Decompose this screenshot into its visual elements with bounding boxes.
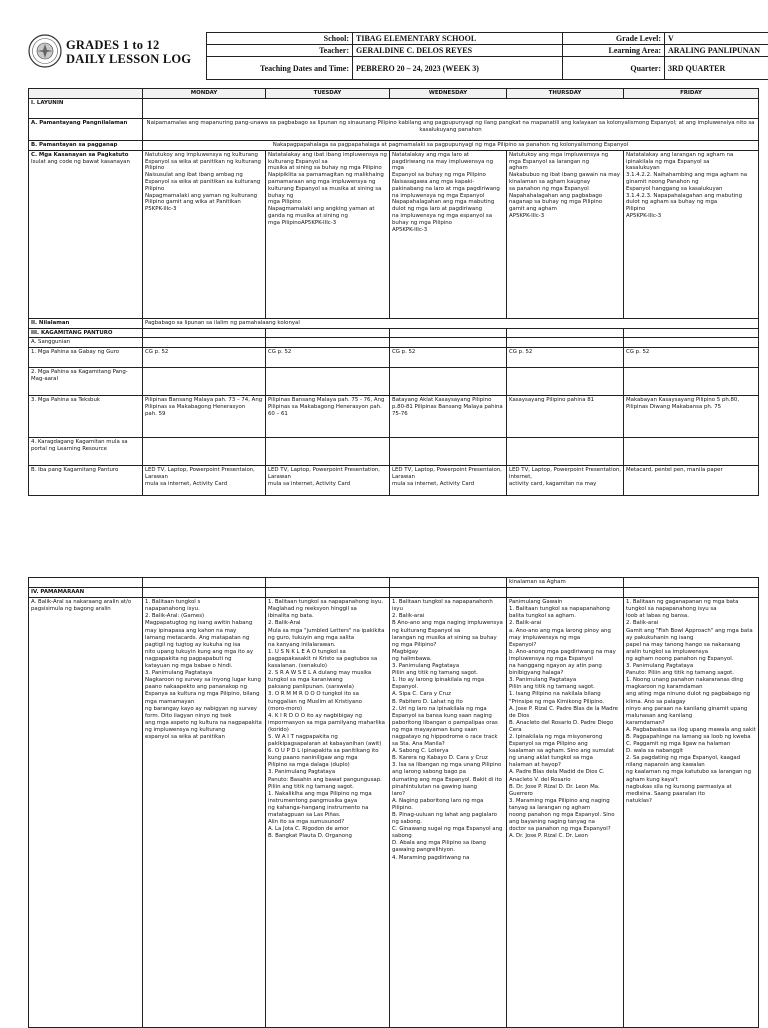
iba-monday: LED TV, Laptop, Powerpoint Presentaion, Larawan mula sa internet, Activity Card (143, 466, 266, 496)
gabay-monday: CG p. 52 (143, 348, 266, 368)
iba-thursday: LED TV, Laptop, Powerpoint Presentation, internet, activity card, kagamitan na may (507, 466, 624, 496)
iba-wednesday: LED TV, Laptop, Powerpoint Presentaion, Larawan mula sa internet, Activity Card (390, 466, 507, 496)
gabay-friday: CG p. 52 (624, 348, 759, 368)
school-label: School: (207, 33, 353, 45)
day-friday: FRIDAY (624, 89, 759, 99)
lesson-log-header (28, 32, 758, 80)
kasanayan-label: C. Mga Kasanayan sa Pagkatuto (31, 152, 140, 159)
pamantayang-value: Naipamamalas ang mapanuring pang-unawa sa pagbabago sa lipunan ng sinaunang Pilipino kabilang ang pagpupunyagi ng ilang pangkat na mapanatili ang kalayaan sa kolonyalismong Espanyol; at ang impluwensiya nito sa kasalukuyang panahon (143, 119, 759, 141)
gabay-label: 1. Mga Pahina sa Gabay ng Guro (29, 348, 143, 368)
iba-label: B. Iba pang Kagamitang Panturo (29, 466, 143, 496)
title-line-1: GRADES 1 to 12 (66, 38, 191, 52)
row-iba-pang-kagamitan (29, 466, 759, 496)
deped-seal-icon (28, 34, 62, 68)
quarter-value: 3RD QUARTER (665, 57, 768, 80)
row-teksbuk (29, 396, 759, 438)
kasanayan-wednesday: Natatalakay ang mga laro at pagdiriwang na may impluwensya ng mga Espanyol sa buhay ng mga Pilipino Naisasagawa ang mga kapaki-pakinabang na laro at mga pagdiriwang na impluwensya ng mga Espanyol Napapahalagahan ang mga mabuting dulot ng mga laro at pagdiriwang na impluwensya ng mga espanyol sa buhay ng mga Pilipino AP5KPK-IIIc-3 (390, 150, 507, 318)
title-line-2: DAILY LESSON LOG (66, 52, 191, 66)
lesson-table-page-1 (28, 88, 759, 496)
row-gabay-guro (29, 348, 759, 368)
row-kagamitang-mag-aaral (29, 368, 759, 396)
school-value: TIBAG ELEMENTARY SCHOOL (353, 33, 563, 45)
day-tuesday: TUESDAY (266, 89, 390, 99)
row-balik-aral (29, 598, 759, 1028)
nilalaman-label: II. Nilalaman (29, 318, 143, 328)
teksbuk-monday: Pilipinas Bansang Malaya pah. 73 – 74, Ang Pilipinas sa Makabagong Henerasyon pah. 59 (143, 396, 266, 438)
teksbuk-friday: Makabayan Kasaysayang Pilipino 5 ph.80, Pilipinas Diwang Makabansa ph. 75 (624, 396, 759, 438)
thursday-continuation: kinalaman sa Agham (507, 578, 624, 588)
balik-aral-label: A. Balik-Aral sa nakaraang aralin at/o pagsisimula ng bagong aralin (29, 598, 143, 1028)
gabay-wednesday: CG p. 52 (390, 348, 507, 368)
section-layunin (29, 99, 759, 119)
teacher-label: Teacher: (207, 45, 353, 57)
lesson-table-page-2 (28, 577, 759, 1028)
kasanayan-monday: Natutukoy ang impluwensya ng kulturang Espanyol sa wika at panitikan ng kulturang Pilipino Naisusulat ang ibat ibang ambag ng Espanyol sa wika at panitikan sa kulturang Pilipino Napagmamalaki ang yaman ng kulturang Pilipino gamit ang wika at Panitikan P5KPK-IIIc-3 (143, 150, 266, 318)
teksbuk-label: 3. Mga Pahina sa Teksbuk (29, 396, 143, 438)
row-sanggunian (29, 338, 759, 348)
teksbuk-wednesday: Batayang Aklat Kasaysayang Pilipino p.80-81 Pilipinas Bansang Malaya pahina 75-76 (390, 396, 507, 438)
teaching-dates-value: PEBRERO 20 – 24, 2023 (WEEK 3) (353, 57, 563, 80)
pagganap-label: B. Pamantayan sa pagganap (29, 141, 143, 151)
learning-area-value: ARALING PANLIPUNAN (665, 45, 768, 57)
iba-tuesday: LED TV, Laptop, Powerpoint Presentation, Larawan mula sa internet, Activity Card (266, 466, 390, 496)
quarter-label: Quarter: (563, 57, 665, 80)
kasanayan-thursday: Natutukoy ang mga impluwensya ng mga Espanyol sa larangan ng agham Nakabubuo ng ibat ibang gawain na may kinalaman sa agham kaugnay sa panahon ng mga Espanyol Napahahalagahan ang pagbabago naganap sa buhay ng mga Pilipino gamit ang agham AP5KPK-IIIc-3 (507, 150, 624, 318)
teksbuk-thursday: Kasaysayang Pilipino pahina 81 (507, 396, 624, 438)
day-header-row (29, 89, 759, 99)
section-pamamaraan-label: IV. PAMAMARAAN (29, 588, 143, 598)
teksbuk-tuesday: Pilipinas Bansang Malaya pah. 75 - 76, Ang Pilipinas sa Makabagong Henerasyon pah. 60 – 61 (266, 396, 390, 438)
balik-aral-tuesday: 1. Balitaan tungkol sa napapanahong isyu. Maglahad ng reeksyon hinggil sa ibinalita ng bata. 2. Balik-Arai Mula sa mga "jumbled Letters" na ipakikita ng guro, tukuyin ang mga salita na kanyang inilalarawan. 1. U S N K L E A O tungkol sa pagpapakasakit ni Kristo sa pagtubos sa kasalanan. (senakulo) 2. S R A W S E L A dulang may musika tungkol sa mga karaniwang paksang panlipunan. (sarswela) 3. O R M M R O O O tungkol ito sa tunggalian ng Muslim at Kristiyano (moro-moro) 4. K I R D O O ito ay nagbibigay ng impormasyon sa mga pamilyang maharlika (korido) 5. W A I T nagpapakita ng pakikipagsapalaran at kabayanihan (awit) 6. O U P D L ipinapakita sa panitikang ito kung paano naniniligaw ang mga Pilipino sa mga dalaga (duplo) 3. Panimulang Pagtataya Panuto: Basahin ang bawat pangungusap. Piliin ang titik ng tamang sagot. 1. Nakaliklha ang mga Pilipino ng mga instrumentong pangmusika gaya ng kahanga-hangang instrumento na matatagpuan sa Las Piñas. Alin ito sa mga sumusunod? A. La Jota C. Rigodon de amor B. Bangkat Plauta D. Organong (266, 598, 390, 1028)
row-pamantayang-pangnilalaman (29, 119, 759, 141)
gabay-tuesday: CG p. 52 (266, 348, 390, 368)
kasanayan-label-cell (29, 150, 143, 318)
teaching-dates-label: Teaching Dates and Time: (207, 57, 353, 80)
row-pamantayan-pagganap (29, 141, 759, 151)
balik-aral-wednesday: 1. Balitaan tungkol sa napapanahonh isyu 2. Balik-arai B Ano-ano ang mga naging impluwensya ng kulturang Espanyol sa larangan ng musika at sining sa buhay ng mga Pilipino? Magbigay ng halimbawa. 3. Panimulang Pagtataya Piliin ang titik ng tamang sagot. 1. Ito ay larong ipinakilala ng mga Espanyol. A. Sipa C. Cara y Cruz B. Pabitero D. Lahat ng ito 2. Uri ng laro na ipinakilala ng mga Espanyol sa bansa kung saan naging paborítong libangan o pampalipas oras ng mga mayayaman kung saan nagpatayo ng hippodrome o race track sa Sta. Ana Manila? A. Sabong C. Loterya B. Karera ng Kabayo D. Cara y Cruz 3. Isa sa libangan ng mga unang Pilipino ang larong sabong bago pa dumating ang mga Espanyol. Bakit di ito pinahintulutan na gawing isang laro? A. Naging paboritong laro ng mga Pilipino. B. Pinag-uuluan ng lahat ang paglalaro ng sabong. C. Ginawang sugal ng mga Espanyol ang sabong D. Abala ang mga Pilipino sa ibang gawaing pangrelihiyon. 4. Maraming pagdiriwang na (390, 598, 507, 1028)
section-pamamaraan (29, 588, 759, 598)
balik-aral-thursday: Panimulang Gawain 1. Balitaan tungkol sa napapanahong balita tungkol sa agham. 2. Balik-arai a. Ano-ano ang mga larong pinoy ang may impluwensya ng mga Espanyol? b. Ano-anong mga pagdiriwang na may impluwensya ng mga Espanyol na hanggang ngayon ay atin pang binibigyang halaga? 3. Panimulang Pagtataya Piliin ang titik ng tamang sagot. 1. Isang Pilipino na nakilala bilang "Prinsipe ng mga Kimikong Pilipino. A. Jose P. Rizal C. Padre Blas de la Madre de Dios B. Anacleto del Rosario D. Padre Diego Cera 2. Ipinakilala ng mga misyonerong Espanyol sa mga Pilipino ang kaalaman sa agham. Sino ang sumulat ng unang aklat tungkol sa mga halaman at hayop? A. Padre Blas dela Madid de Dios C. Anacleto V. del Rosario B. Dr. Jose P. Rizal D. Dr. Leon Ma. Guerrero 3. Maraming mga Pilipino ang naging tanyag sa larangan ng agham noong panahon ng mga Espanyol. Sino ang bayaning naging tanyag na doctor sa panahon ng mga Espanyol? A. Dr. Jose P. Rizal C. Dr. Leon (507, 598, 624, 1028)
lesson-log-title (66, 38, 191, 66)
teacher-value: GERALDINE C. DELOS REYES (353, 45, 563, 57)
row-karagdagang-kagamitan (29, 438, 759, 466)
kasanayan-friday: Natatalakay ang larangan ng agham na ipinakilala ng mga Espanyol sa kasalukuyan 3.1.4.2.2. Naihahambing ang mga agham na ginamit noong Panahon ng Espanyol hanggang sa kasalukuyan 3.1.4.2.3. Napapahalagahan ang mabuting dulot ng agham sa buhay ng mga Pilipino AP5KPK-IIIc-3 (624, 150, 759, 318)
sanggunian-label: A. Sanggunian (29, 338, 143, 348)
row-nilalaman (29, 318, 759, 328)
header-meta-table (206, 32, 768, 80)
section-layunin-label: I. LAYUNIN (29, 99, 143, 119)
kasanayan-sub: Isulat ang code ng bawat kasanayan (31, 159, 140, 166)
kagamitang-label: 2. Mga Pahina sa Kagamitang Pang- Mag-aaral (29, 368, 143, 396)
section-kagamitan-label: III. KAGAMITANG PANTURO (29, 328, 143, 338)
balik-aral-friday: 1. Balitaan ng gaganapanan ng mga bata tungkol sa napapanahong isyu sa loob at labas ng bansa. 2. Balik-arai Gamit ang "Fish Bowl Approach" ang mga bata ay pakukuhanin ng isang papel na may tanong hango sa nakaraang aralin tungkol sa impluwensya ng agham noong panahon ng Espanyol. 3. Panimulang Pagtataya Panuto: Piliin ang titik ng tamang sagot. 1. Noong unang panahon nakararanas ding magkaroon ng karamdaman ang ating mga ninuno dulot ng pagbabago ng klima. Ano sa palagay ninyo ang paraan na kanilang ginamit upang malunasan ang kanilang karamdaman? A. Pagbabasbas sa ilog upang mawala ang sakit B. Pagpapahinge na lamang sa loob ng kweba C. Paggamit ng mga ligaw na halaman D. wala sa nabanggit 2. Sa pagdating ng mga Espanyol, kaagad nilang napansin ang kawalan ng kaalaman ng mga katutubo sa larangan ng agham kung kaya't nagbukas sila ng kursong parmasiya at medisina. Saang paaralan ito natuklas? (624, 598, 759, 1028)
pamantayang-label: A. Pamantayang Pangnilalaman (29, 119, 143, 141)
day-thursday: THURSDAY (507, 89, 624, 99)
grade-level-label: Grade Level: (563, 33, 665, 45)
row-continuation (29, 578, 759, 588)
day-wednesday: WEDNESDAY (390, 89, 507, 99)
balik-aral-monday: 1. Balitaan tungkol s napapanahong isyu. 2. Balik-Aral: (Games) Magpapatugtog ng isang awitin habang may ipinapasa ang kahon na may lamang metacards. Ang matapatan ng pagtigil ng tugtog ay kukuha ng isa nito upang tukuyin kung ang mga ito ay nagpapakita ng pagpapabuti ng katayuan ng mga babae o hindi. 3. Panimulang Pagtataya Nagkaroon ng survey sa inyong lugar kung paano nakaapekto ang pananakop ng Espanya sa kultura ng mga Pilipino, bilang mga mamamayan ng barangay kayo ay nabigyan ng survey form. Dito ilagyan ninyo ng tsek ang mga aspeto ng kultura na nagpapakita ng impluwensya ng kulturang espanyol sa wika at panitikan (143, 598, 266, 1028)
gabay-thursday: CG p. 52 (507, 348, 624, 368)
grade-level-value: V (665, 33, 768, 45)
nilalaman-value: Pagbabago sa lipunan sa ilalim ng pamahalaang kolonyal (143, 318, 759, 328)
row-kasanayan (29, 150, 759, 318)
karagdagang-label: 4. Karagdagang Kagamitan mula sa portal ng Learning Resource (29, 438, 143, 466)
empty-header-cell (29, 89, 143, 99)
kasanayan-tuesday: Natatalakay ang ibat ibang impluwensya ng kulturang Espanyol sa musika at sining sa buhay ng mga Pilipino Napipiklita sa pamamagitan ng malikhaing pamamaraan ang mga impluwensya ng kulturang Espanyol sa musika at sining sa buhay ng mga Pilipino Napagmamalaki ang angking yaman at ganda ng musika at sining ng mga PilipinoAP5KPK-IIIc-3 (266, 150, 390, 318)
learning-area-label: Learning Area: (563, 45, 665, 57)
iba-friday: Metacard, pentel pen, manila paper (624, 466, 759, 496)
pagganap-value: Nakapagpapahalaga sa pagpapahalaga at pagmamalaki sa pagpupunyagi ng mga Pilipino sa panahon ng kolonyalismong Espanyol (143, 141, 759, 151)
section-kagamitan (29, 328, 759, 338)
day-monday: MONDAY (143, 89, 266, 99)
